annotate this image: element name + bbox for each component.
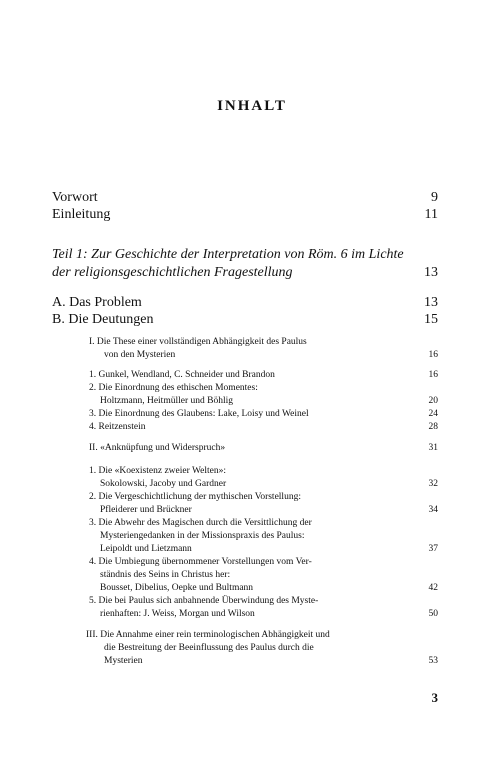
toc-entry-line: Mysterien [104, 656, 143, 666]
toc-entry-line: die Bestreitung der Beeinflussung des Paulus durch die [104, 643, 314, 653]
toc-entry-line: Mysteriengedanken in der Missionspraxis des Paulus: [100, 531, 305, 541]
section-a: A. Das Problem [52, 295, 142, 310]
toc-page-einleitung: 11 [424, 207, 438, 222]
toc-entry-page: 16 [428, 370, 438, 380]
toc-entry-line: Pfleiderer und Brückner [100, 505, 192, 515]
toc-entry-page: 20 [428, 396, 438, 406]
toc-entry-line: 1. Die «Koexistenz zweier Welten»: [89, 466, 227, 476]
toc-entry-line: I. Die These einer vollständigen Abhängigkeit des Paulus [89, 337, 307, 347]
toc-entry-line: 5. Die bei Paulus sich anbahnende Überwindung des Myste- [89, 596, 319, 606]
toc-entry-page: 53 [428, 656, 438, 666]
toc-entry-line: ständnis des Seins in Christus her: [100, 570, 231, 580]
toc-entry-line: 3. Die Einordnung des Glaubens: Lake, Loisy und Weinel [89, 409, 309, 419]
toc-entry-page: 31 [428, 443, 438, 453]
toc-entry-line: Bousset, Dibelius, Oepke und Bultmann [100, 583, 254, 593]
section-b-page: 15 [424, 312, 438, 327]
toc-entry-page: 28 [428, 422, 438, 432]
toc-entry-line: 2. Die Vergeschichtlichung der mythischen Vorstellung: [89, 492, 301, 502]
toc-entry-line: 4. Die Umbiegung übernommener Vorstellungen vom Ver- [89, 557, 312, 567]
toc-entry-vorwort: Vorwort [52, 190, 98, 205]
toc-entry-line: rienhaften: J. Weiss, Morgan und Wilson [100, 609, 255, 619]
toc-entry-page: 24 [428, 409, 438, 419]
toc-entry-page: 50 [428, 609, 438, 619]
toc-entry-page: 37 [428, 544, 438, 554]
toc-entry-line: III. Die Annahme einer rein terminologischen Abhängigkeit und [86, 630, 330, 640]
toc-entry-page: 34 [428, 505, 438, 515]
toc-entry-line: 4. Reitzenstein [89, 422, 146, 432]
toc-entry-line: Sokolowski, Jacoby und Gardner [100, 479, 227, 489]
toc-entry-page: 16 [428, 350, 438, 360]
toc-entry-line: 2. Die Einordnung des ethischen Momentes: [89, 383, 258, 393]
toc-entry-line: Leipoldt und Lietzmann [100, 544, 192, 554]
toc-entry-line: von den Mysterien [104, 350, 176, 360]
part-heading-line2: der religionsgeschichtlichen Fragestellung [52, 265, 293, 280]
toc-entry-page: 42 [428, 583, 438, 593]
page-title: INHALT [217, 98, 287, 114]
section-b: B. Die Deutungen [52, 312, 154, 327]
toc-entry-line: 1. Gunkel, Wendland, C. Schneider und Brandon [89, 370, 275, 380]
part-page: 13 [424, 265, 438, 280]
toc-entry-line: Holtzmann, Heitmüller und Böhlig [100, 396, 233, 406]
toc-entry-page: 32 [428, 479, 438, 489]
toc-entry-line: II. «Anknüpfung und Widerspruch» [89, 443, 226, 453]
toc-entry-einleitung: Einleitung [52, 207, 111, 222]
page-number: 3 [431, 690, 438, 705]
toc-entry-line: 3. Die Abwehr des Magischen durch die Versittlichung der [89, 518, 312, 528]
part-heading-line1: Teil 1: Zur Geschichte der Interpretation von Röm. 6 im Lichte [52, 247, 404, 262]
toc-page-vorwort: 9 [431, 190, 438, 205]
section-a-page: 13 [424, 295, 438, 310]
